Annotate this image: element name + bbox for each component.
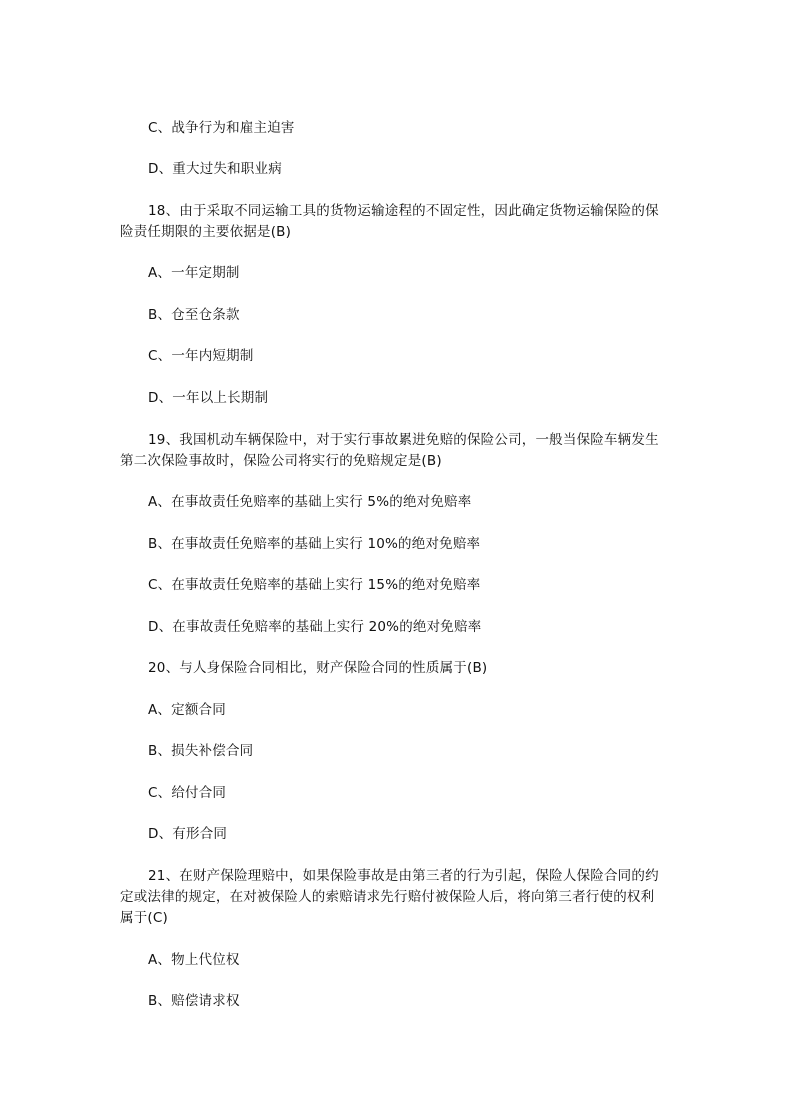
option-a-q18: A、一年定期制 xyxy=(148,265,240,281)
question-18-line-2: 险责任期限的主要依据是(B) xyxy=(120,224,292,240)
question-20: 20、与人身保险合同相比，财产保险合同的性质属于(B) xyxy=(148,660,488,676)
question-21-line-1: 21、在财产保险理赔中，如果保险事故是由第三者的行为引起，保险人保险合同的约 xyxy=(148,868,659,884)
option-d-q19: D、在事故责任免赔率的基础上实行 20%的绝对免赔率 xyxy=(148,619,482,635)
option-d-q18: D、一年以上长期制 xyxy=(148,390,269,406)
question-21-line-2: 定或法律的规定，在对被保险人的索赔请求先行赔付被保险人后，将向第三者行使的权利 xyxy=(120,889,655,905)
option-d-q20: D、有形合同 xyxy=(148,826,228,842)
option-b-q20: B、损失补偿合同 xyxy=(148,743,254,759)
option-b-q18: B、仓至仓条款 xyxy=(148,307,240,323)
option-a-q20: A、定额合同 xyxy=(148,702,226,718)
option-b-q21: B、赔偿请求权 xyxy=(148,993,240,1009)
option-a-q21: A、物上代位权 xyxy=(148,952,240,968)
question-18-line-1: 18、由于采取不同运输工具的货物运输途程的不固定性，因此确定货物运输保险的保 xyxy=(148,203,659,219)
option-c-q17: C、战争行为和雇主迫害 xyxy=(148,120,295,136)
option-b-q19: B、在事故责任免赔率的基础上实行 10%的绝对免赔率 xyxy=(148,536,481,552)
option-c-q19: C、在事故责任免赔率的基础上实行 15%的绝对免赔率 xyxy=(148,577,481,593)
option-c-q20: C、给付合同 xyxy=(148,785,227,801)
question-21-line-3: 属于(C) xyxy=(120,910,168,926)
question-19-line-2: 第二次保险事故时，保险公司将实行的免赔规定是(B) xyxy=(120,453,442,469)
question-19-line-1: 19、我国机动车辆保险中，对于实行事故累进免赔的保险公司，一般当保险车辆发生 xyxy=(148,432,659,448)
option-d-q17: D、重大过失和职业病 xyxy=(148,161,282,177)
option-c-q18: C、一年内短期制 xyxy=(148,348,254,364)
option-a-q19: A、在事故责任免赔率的基础上实行 5%的绝对免赔率 xyxy=(148,494,472,510)
